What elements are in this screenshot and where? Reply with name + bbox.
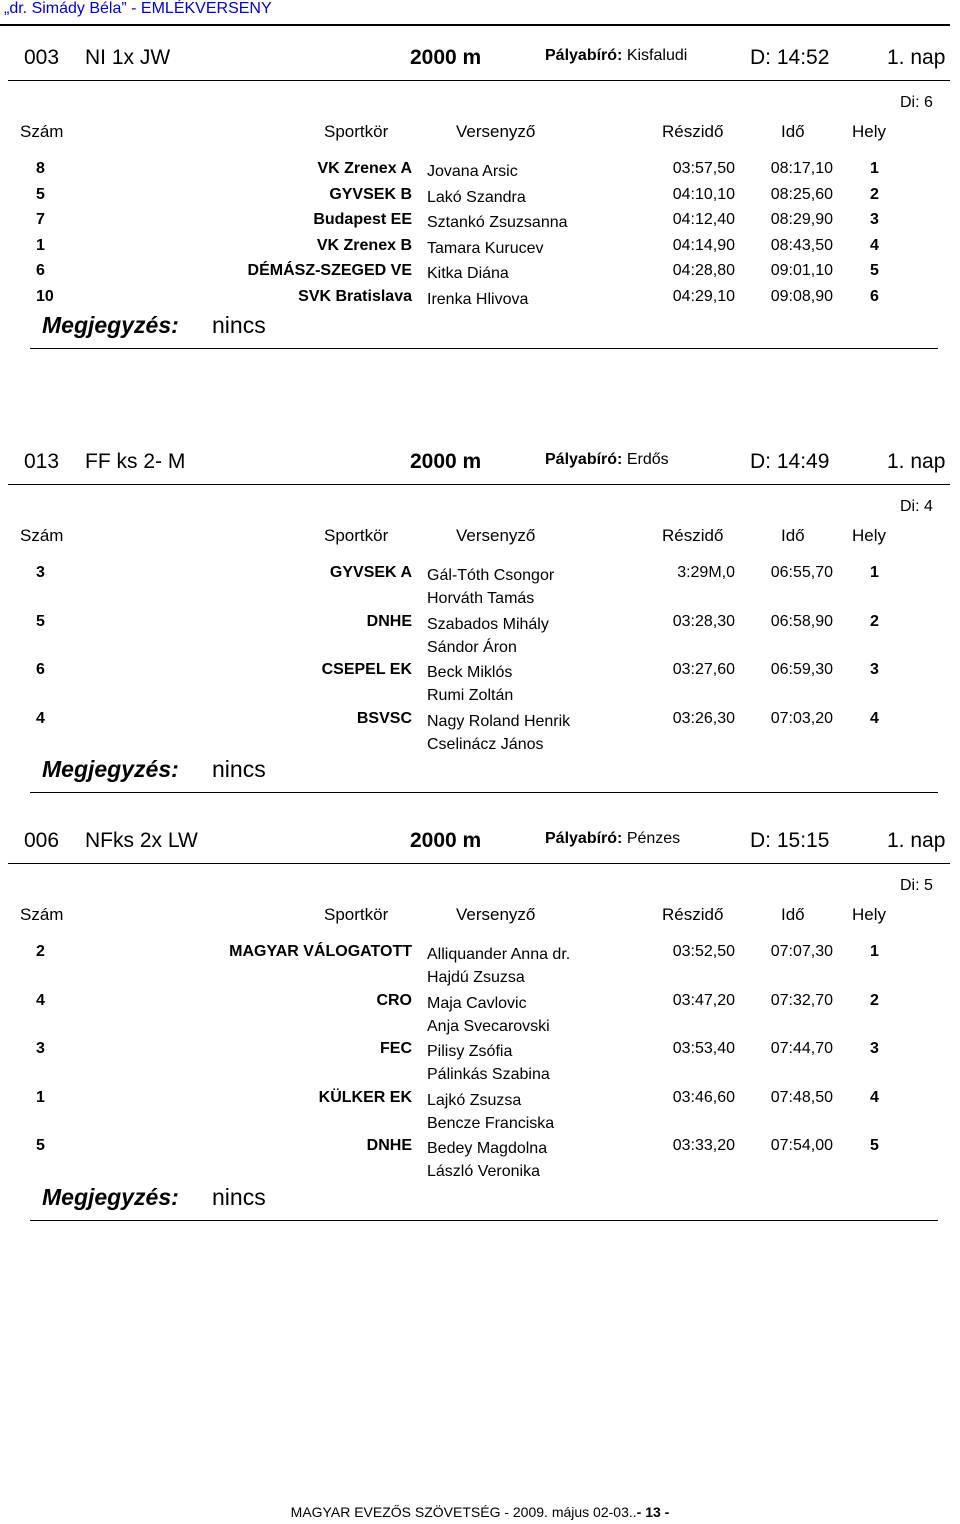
race-name: NFks 2x LW [85,829,198,852]
place: 1 [870,943,879,960]
club-name: DNHE [366,613,412,630]
page-footer [0,1504,960,1520]
column-header-szam: Szám [20,905,64,924]
judge-label: Pályabíró: [545,451,623,468]
remarks [0,1184,960,1218]
athlete-name: Anja Svecarovski [427,1018,550,1035]
table-row [0,661,960,709]
club-name: KÜLKER EK [318,1089,412,1106]
race-name: FF ks 2- M [85,450,186,473]
lane-count: Di: 6 [900,94,933,111]
table-row [0,1089,960,1137]
race-header-divider [8,863,950,864]
club-name: BSVSC [356,710,412,727]
column-header-szam: Szám [20,526,64,545]
race-start-time: D: 14:49 [750,450,830,473]
race-start-time: D: 14:52 [750,46,830,69]
split-time: 04:29,10 [672,288,735,305]
table-row [0,710,960,758]
remarks-label: Megjegyzés: [42,1184,179,1210]
athlete-list [427,211,568,234]
club-name: CRO [376,992,412,1009]
column-header-ido: Idő [781,526,805,545]
column-header-ido: Idő [781,905,805,924]
race-header-divider [8,484,950,485]
start-number: 7 [36,211,45,228]
place: 1 [870,564,879,581]
athlete-list [427,237,544,260]
athlete-name: Alliquander Anna dr. [427,946,571,963]
column-header-hely: Hely [852,122,887,141]
race-day: 1. nap [887,46,946,69]
start-number: 4 [36,710,45,727]
athlete-name: Sándor Áron [427,639,517,656]
start-number: 3 [36,564,45,581]
split-time: 03:57,50 [672,160,735,177]
column-header-versenyzo: Versenyző [456,122,536,141]
race-number: 013 [24,450,60,473]
race-distance: 2000 m [410,46,482,69]
judge-name: Pénzes [626,830,681,847]
athlete-name: Sztankó Zsuzsanna [427,214,568,231]
column-header-szam: Szám [20,122,64,141]
race-header [0,46,960,76]
athlete-name: Lajkó Zsuzsa [427,1092,522,1109]
place: 5 [870,262,879,279]
finish-time: 06:58,90 [770,613,833,630]
club-name: MAGYAR VÁLOGATOTT [229,943,412,960]
split-time: 04:28,80 [672,262,735,279]
table-row [0,1137,960,1185]
athlete-name: Cselinácz János [427,736,544,753]
judge-label: Pályabíró: [545,830,623,847]
race-header [0,829,960,859]
start-number: 6 [36,661,45,678]
place: 5 [870,1137,879,1154]
place: 4 [870,237,879,254]
finish-time: 07:03,20 [770,710,833,727]
place: 2 [870,186,879,203]
race-start-time: D: 15:15 [750,829,830,852]
split-time: 03:26,30 [672,710,735,727]
athlete-list [427,1137,547,1183]
athlete-name: Beck Miklós [427,664,513,681]
athlete-name: Tamara Kurucev [427,240,544,257]
split-time: 03:46,60 [672,1089,735,1106]
athlete-name: Rumi Zoltán [427,687,514,704]
race-end-divider [30,348,938,349]
club-name: Budapest EE [313,211,412,228]
club-name: VK Zrenex A [317,160,412,177]
split-time: 03:27,60 [672,661,735,678]
athlete-name: Nagy Roland Henrik [427,713,571,730]
start-number: 3 [36,1040,45,1057]
club-name: DÉMÁSZ-SZEGED VE [247,262,412,279]
start-number: 1 [36,237,45,254]
start-number: 8 [36,160,45,177]
finish-time: 08:29,90 [770,211,833,228]
place: 3 [870,211,879,228]
athlete-name: Bedey Magdolna [427,1140,548,1157]
table-row [0,992,960,1040]
table-row [0,943,960,991]
judge-name: Erdős [626,451,669,468]
finish-time: 08:25,60 [770,186,833,203]
remarks-label: Megjegyzés: [42,756,179,782]
athlete-list [427,564,554,610]
split-time: 03:53,40 [672,1040,735,1057]
race-judge [545,47,687,65]
finish-time: 06:55,70 [770,564,833,581]
athlete-list [427,613,549,659]
club-name: FEC [380,1040,412,1057]
club-name: SVK Bratislava [298,288,412,305]
event-title: „dr. Simády Béla” - EMLÉKVERSENY [4,0,272,17]
document-header [0,0,960,24]
athlete-name: Bencze Franciska [427,1115,555,1132]
athlete-list [427,1040,550,1086]
finish-time: 07:54,00 [770,1137,833,1154]
column-header-hely: Hely [852,526,887,545]
start-number: 1 [36,1089,45,1106]
race-judge [545,830,680,848]
start-number: 10 [36,288,54,305]
place: 1 [870,160,879,177]
column-header-row [0,122,960,144]
athlete-list [427,288,528,311]
split-time: 04:10,10 [672,186,735,203]
athlete-list [427,943,570,989]
split-time: 04:12,40 [672,211,735,228]
race-judge [545,451,669,469]
finish-time: 08:17,10 [770,160,833,177]
athlete-list [427,160,518,183]
athlete-list [427,1089,554,1135]
page-number: - 13 - [636,1504,670,1520]
finish-time: 06:59,30 [770,661,833,678]
column-header-ido: Idő [781,122,805,141]
footer-text: MAGYAR EVEZŐS SZÖVETSÉG - 2009. május 02-03.. [290,1504,637,1520]
race-number: 003 [24,46,60,69]
column-header-sportkor: Sportkör [324,526,389,545]
place: 4 [870,1089,879,1106]
column-header-hely: Hely [852,905,887,924]
column-header-reszido: Részidő [662,122,724,141]
table-row [0,564,960,612]
athlete-name: Gál-Tóth Csongor [427,567,555,584]
column-header-row [0,905,960,927]
table-row [0,613,960,661]
club-name: VK Zrenex B [316,237,412,254]
club-name: GYVSEK A [329,564,412,581]
split-time: 04:14,90 [672,237,735,254]
race-distance: 2000 m [410,829,482,852]
column-header-versenyzo: Versenyző [456,905,536,924]
start-number: 5 [36,613,45,630]
start-number: 2 [36,943,45,960]
athlete-name: Hajdú Zsuzsa [427,969,525,986]
split-time: 03:33,20 [672,1137,735,1154]
athlete-list [427,186,526,209]
athlete-name: Szabados Mihály [427,616,549,633]
race-day: 1. nap [887,829,946,852]
split-time: 03:28,30 [672,613,735,630]
header-divider [0,24,950,26]
athlete-list [427,262,509,285]
start-number: 6 [36,262,45,279]
finish-time: 07:44,70 [770,1040,833,1057]
place: 2 [870,613,879,630]
remarks [0,756,960,790]
lane-count: Di: 4 [900,498,933,515]
column-header-sportkor: Sportkör [324,122,389,141]
finish-time: 09:01,10 [770,262,833,279]
race-end-divider [30,792,938,793]
column-header-row [0,526,960,548]
column-header-reszido: Részidő [662,526,724,545]
split-time: 03:52,50 [672,943,735,960]
finish-time: 07:32,70 [770,992,833,1009]
race-header [0,450,960,480]
start-number: 4 [36,992,45,1009]
club-name: CSEPEL EK [321,661,412,678]
athlete-name: László Veronika [427,1163,540,1180]
finish-time: 07:48,50 [770,1089,833,1106]
remarks-value: nincs [212,1184,266,1210]
column-header-versenyzo: Versenyző [456,526,536,545]
race-header-divider [8,80,950,81]
split-time: 3:29M,0 [677,564,735,581]
start-number: 5 [36,186,45,203]
place: 3 [870,1040,879,1057]
remarks-value: nincs [212,312,266,338]
race-number: 006 [24,829,60,852]
athlete-name: Horváth Tamás [427,590,535,607]
lane-count: Di: 5 [900,877,933,894]
remarks-value: nincs [212,756,266,782]
place: 3 [870,661,879,678]
remarks [0,312,960,346]
column-header-reszido: Részidő [662,905,724,924]
athlete-list [427,992,550,1038]
judge-name: Kisfaludi [626,47,688,64]
race-day: 1. nap [887,450,946,473]
athlete-list [427,661,513,707]
race-distance: 2000 m [410,450,482,473]
race-end-divider [30,1220,938,1221]
table-row [0,1040,960,1088]
place: 6 [870,288,879,305]
athlete-name: Lakó Szandra [427,189,526,206]
finish-time: 09:08,90 [770,288,833,305]
finish-time: 07:07,30 [770,943,833,960]
place: 2 [870,992,879,1009]
club-name: GYVSEK B [329,186,412,203]
judge-label: Pályabíró: [545,47,623,64]
start-number: 5 [36,1137,45,1154]
athlete-name: Pilisy Zsófia [427,1043,513,1060]
athlete-name: Maja Cavlovic [427,995,527,1012]
column-header-sportkor: Sportkör [324,905,389,924]
race-name: NI 1x JW [85,46,171,69]
remarks-label: Megjegyzés: [42,312,179,338]
athlete-name: Irenka Hlivova [427,291,529,308]
athlete-list [427,710,570,756]
athlete-name: Kitka Diána [427,265,509,282]
split-time: 03:47,20 [672,992,735,1009]
place: 4 [870,710,879,727]
club-name: DNHE [366,1137,412,1154]
finish-time: 08:43,50 [770,237,833,254]
athlete-name: Jovana Arsic [427,163,518,180]
athlete-name: Pálinkás Szabina [427,1066,550,1083]
